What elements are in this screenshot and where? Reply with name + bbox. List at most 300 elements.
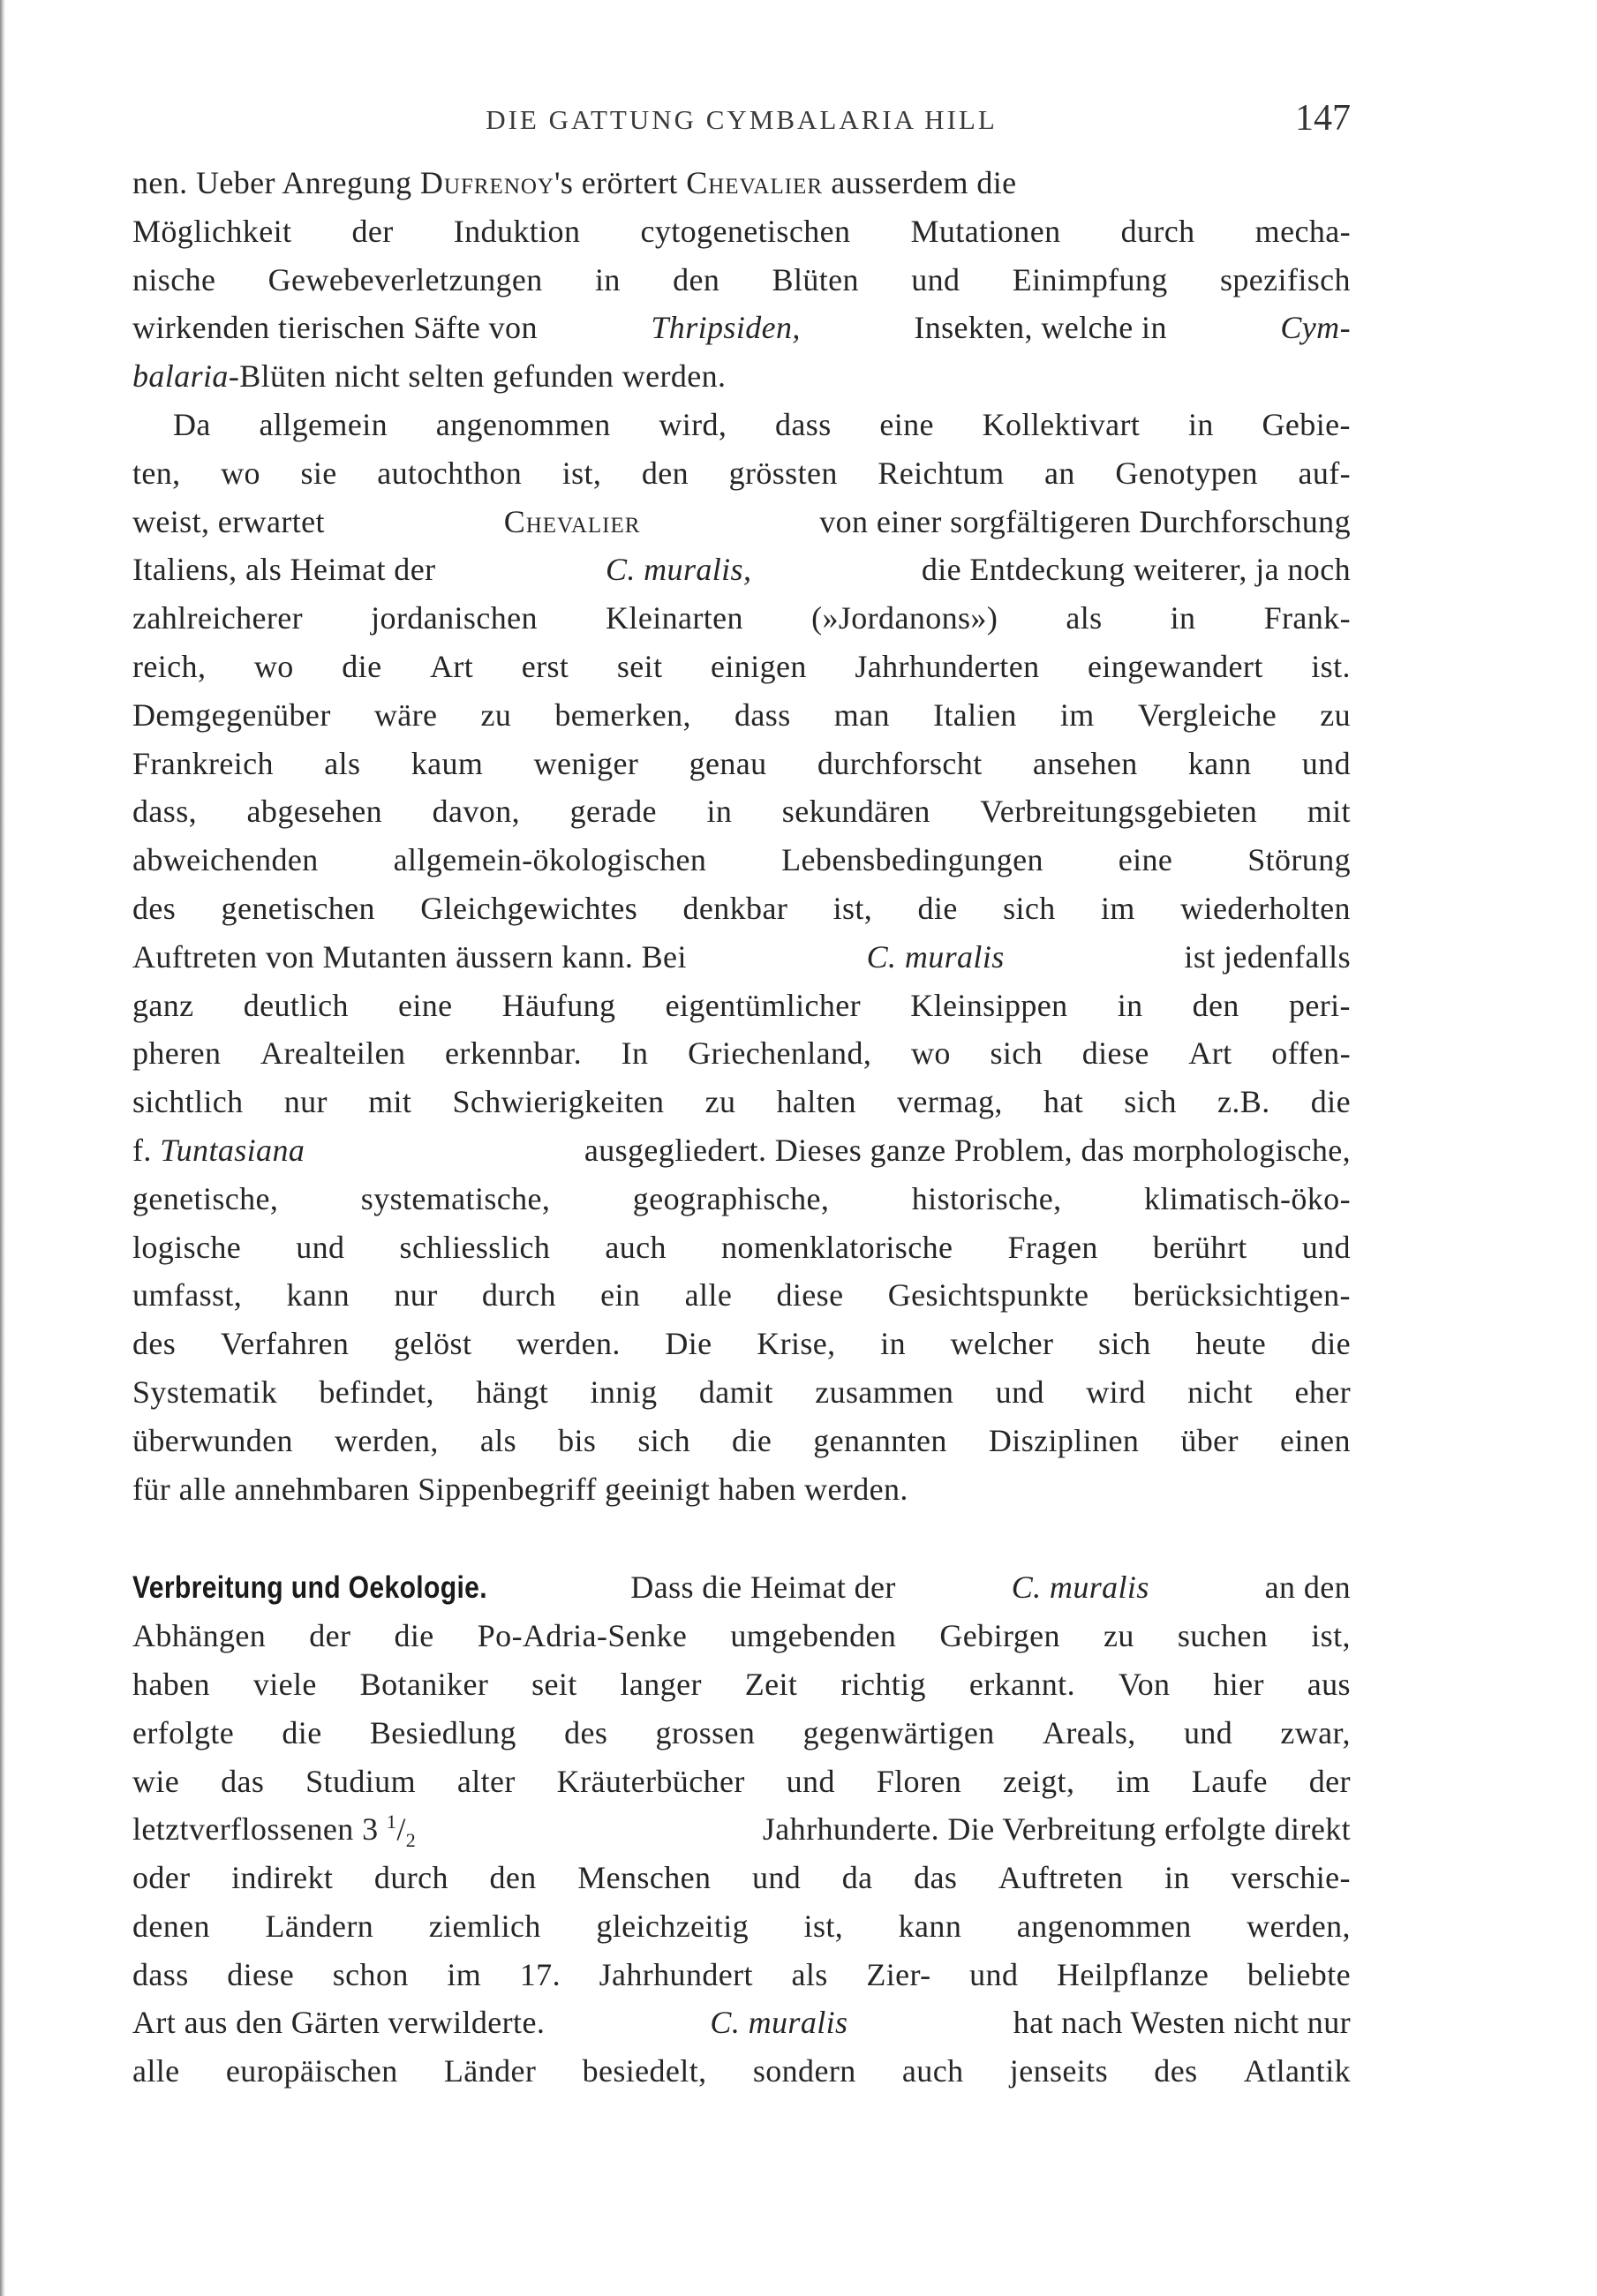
running-header <box>132 97 1351 150</box>
word: alter <box>456 1763 516 1799</box>
word: grossen <box>655 1714 756 1750</box>
taxon-name: C. muralis <box>866 938 1005 975</box>
word: nur <box>283 1084 328 1120</box>
word: den <box>641 455 689 491</box>
word: hängt <box>476 1374 549 1410</box>
word: europäischen <box>225 2053 398 2089</box>
word: genetische, <box>132 1180 279 1216</box>
text-line <box>132 1714 1351 1763</box>
word: z.B. <box>1217 1084 1270 1120</box>
word: dass <box>132 1956 189 1992</box>
word: zu <box>704 1084 736 1120</box>
word: Studium <box>305 1763 416 1799</box>
word: Jahrhundert <box>599 1956 753 1992</box>
text-line <box>132 1859 1351 1908</box>
text-line <box>132 745 1351 794</box>
word: als <box>791 1956 828 1992</box>
taxon-name: Tuntasiana <box>160 1132 305 1168</box>
text-run: wirkenden tierischen Säfte von <box>132 310 538 346</box>
text-line <box>132 1374 1351 1422</box>
word: Gewebeverletzungen <box>267 261 543 297</box>
word: sie <box>300 455 337 491</box>
word: in <box>1170 600 1196 636</box>
word: Griechenland, <box>688 1035 872 1072</box>
word: und <box>1301 1229 1351 1265</box>
word: Induktion <box>453 213 581 249</box>
word: Systematik <box>132 1374 277 1410</box>
taxon-name: C. muralis <box>710 2005 848 2041</box>
text-line <box>132 1180 1351 1229</box>
text-run: ist jedenfalls <box>1184 938 1351 975</box>
word: Zeit <box>744 1666 798 1702</box>
text-line <box>132 648 1351 696</box>
word: erst <box>521 648 569 684</box>
word: die <box>1310 1326 1351 1362</box>
word: verschie- <box>1231 1860 1351 1896</box>
word: sichtlich <box>132 1084 244 1120</box>
word: werden, <box>335 1422 439 1458</box>
text-line <box>132 1276 1351 1325</box>
word: an <box>1044 455 1075 491</box>
author-name: Chevalier <box>686 165 823 200</box>
word: bemerken, <box>554 696 691 733</box>
word: gegenwärtigen <box>802 1714 995 1750</box>
word: Krise, <box>757 1326 836 1362</box>
word: in <box>1164 1860 1190 1896</box>
word: den <box>673 261 720 297</box>
word: oder <box>132 1860 191 1896</box>
word: zeigt, <box>1002 1763 1075 1799</box>
word: autochthon <box>377 455 523 491</box>
word: sich <box>990 1035 1043 1072</box>
word: ganz <box>132 987 194 1023</box>
word: durch <box>481 1277 556 1314</box>
word: Art <box>430 648 474 684</box>
word: eine <box>879 406 934 442</box>
word: mit <box>1307 794 1351 830</box>
word: Verfahren <box>220 1326 350 1362</box>
word: zu <box>1103 1618 1134 1654</box>
word: Jahrhunderten <box>855 648 1040 684</box>
word: bis <box>558 1422 597 1458</box>
fraction-denominator: 2 <box>405 1829 417 1852</box>
word: Ländern <box>265 1908 374 1944</box>
text-line <box>132 1422 1351 1471</box>
text-line <box>132 1908 1351 1956</box>
word: einen <box>1279 1422 1351 1458</box>
text-run: von einer sorgfältigeren Durchforschung <box>819 503 1351 539</box>
word: ein <box>600 1277 641 1314</box>
word: schliesslich <box>399 1229 551 1265</box>
word: Frank- <box>1263 600 1351 636</box>
word: damit <box>698 1374 773 1410</box>
word: logische <box>132 1229 242 1265</box>
word: überwunden <box>132 1422 293 1458</box>
text-line <box>132 793 1351 841</box>
word: in <box>594 261 621 297</box>
word: wiederholten <box>1180 890 1351 926</box>
word: 17. <box>519 1956 561 1992</box>
word: allgemein <box>259 406 388 442</box>
word: einigen <box>711 648 807 684</box>
word: und <box>995 1374 1044 1410</box>
word: die <box>732 1422 772 1458</box>
word: ist, <box>832 890 873 926</box>
word: denkbar <box>682 890 788 926</box>
taxon-name: C. muralis, <box>605 552 752 588</box>
text-line <box>132 358 1351 406</box>
word: Demgegenüber <box>132 696 331 733</box>
word: seit <box>616 648 663 684</box>
scan-shadow-edge <box>0 0 5 2296</box>
word: wird, <box>659 406 727 442</box>
word: ist, <box>803 1908 844 1944</box>
word: sich <box>1098 1326 1151 1362</box>
word: Art <box>1188 1035 1232 1072</box>
word: ziemlich <box>428 1908 541 1944</box>
text-run: ausgegliedert. Dieses ganze Problem, das morphologische, <box>584 1132 1351 1168</box>
word: als <box>479 1422 517 1458</box>
word: Areals, <box>1042 1714 1136 1750</box>
word: Reichtum <box>878 455 1005 491</box>
word: ten, <box>132 455 181 491</box>
word: Po-Adria-Senke <box>477 1618 688 1654</box>
text-line <box>132 213 1351 261</box>
word: ist. <box>1311 648 1351 684</box>
word: auch <box>901 2053 964 2089</box>
text-line <box>132 1035 1351 1083</box>
text-line <box>132 164 1351 213</box>
word: Besiedlung <box>369 1714 516 1750</box>
text-line <box>132 551 1351 599</box>
word: als <box>324 745 361 781</box>
word: ist, <box>1311 1618 1351 1654</box>
word: alle <box>684 1277 733 1314</box>
word: Arealteilen <box>260 1035 406 1072</box>
word: grössten <box>728 455 838 491</box>
word: des <box>132 1326 177 1362</box>
word: Atlantik <box>1243 2053 1351 2089</box>
word: mit <box>368 1084 412 1120</box>
word: zu <box>480 696 512 733</box>
text-run: hat nach Westen nicht nur <box>1013 2005 1351 2041</box>
word: kann <box>286 1277 350 1314</box>
word: im <box>1101 890 1135 926</box>
word: nur <box>394 1277 438 1314</box>
word: Mutationen <box>910 213 1061 249</box>
word: Störung <box>1247 842 1351 878</box>
word: cytogenetischen <box>640 213 851 249</box>
word: umfasst, <box>132 1277 243 1314</box>
word: und <box>751 1860 802 1896</box>
taxon-name: balaria <box>132 358 229 395</box>
word: geographische, <box>632 1180 830 1216</box>
word: ansehen <box>1032 745 1138 781</box>
word: genannten <box>813 1422 947 1458</box>
word: denen <box>132 1908 210 1944</box>
word: Lebensbedingungen <box>781 842 1043 878</box>
word: berührt <box>1152 1229 1247 1265</box>
word: Italien <box>933 696 1017 733</box>
section-gap <box>132 1518 1351 1569</box>
word: das <box>221 1763 265 1799</box>
word: durch <box>373 1860 448 1896</box>
word: pheren <box>132 1035 222 1072</box>
word: Kleinarten <box>606 600 743 636</box>
word: deutlich <box>243 987 349 1023</box>
text-line <box>132 2004 1351 2052</box>
word: nomenklatorische <box>721 1229 953 1265</box>
word: weniger <box>533 745 639 781</box>
word: da <box>841 1860 873 1896</box>
word: wo <box>253 648 294 684</box>
word: als <box>1066 600 1103 636</box>
word: peri- <box>1288 987 1351 1023</box>
taxon-name: Thripsiden, <box>651 310 801 346</box>
text-run: Art aus den Gärten verwilderte. <box>132 2005 546 2041</box>
word: zusammen <box>815 1374 954 1410</box>
word: beliebte <box>1247 1956 1351 1992</box>
word: eigentümlicher <box>665 987 862 1023</box>
text-line <box>132 503 1351 552</box>
word: in <box>706 794 733 830</box>
word: spezifisch <box>1219 261 1351 297</box>
text-line <box>132 1083 1351 1132</box>
word: In <box>621 1035 649 1072</box>
word: sich <box>1124 1084 1177 1120</box>
word: haben <box>132 1666 210 1702</box>
word: Möglichkeit <box>132 213 292 249</box>
word: offen- <box>1271 1035 1351 1072</box>
word: Länder <box>443 2053 537 2089</box>
word: gerade <box>569 794 657 830</box>
word: innig <box>590 1374 658 1410</box>
word: mecha- <box>1254 213 1351 249</box>
word: richtig <box>840 1666 926 1702</box>
text-line: letztverflossenen 3 $^1/_2$ Jahrhunderte. Die Verbreitung erfolgte direkt <box>132 1810 1351 1852</box>
section-heading: Verbreitung und Oekologie. <box>132 1570 487 1606</box>
word: in <box>880 1326 907 1362</box>
text-run: f. <box>132 1132 152 1168</box>
word: genetischen <box>221 890 375 926</box>
word: Von <box>1118 1666 1171 1702</box>
author-name: Dufrenoy <box>419 165 554 200</box>
text-run: Insekten, welche in <box>914 310 1167 346</box>
word: im <box>1116 1763 1151 1799</box>
page-number: 147 <box>1295 98 1351 139</box>
word: dass <box>734 696 791 733</box>
text-line <box>132 938 1351 987</box>
word: Genotypen <box>1115 455 1258 491</box>
word: (»Jordanons») <box>811 600 998 636</box>
word: Kleinsippen <box>910 987 1068 1023</box>
word: Vergleiche <box>1137 696 1277 733</box>
word: über <box>1180 1422 1239 1458</box>
text-run: Auftreten von Mutanten äussern kann. Bei <box>132 938 687 975</box>
word: davon, <box>432 794 521 830</box>
word: den <box>489 1860 537 1896</box>
word: Zier- <box>866 1956 931 1992</box>
word: die <box>1310 1084 1351 1120</box>
word: Frankreich <box>132 745 274 781</box>
text-line <box>132 987 1351 1035</box>
word: Fragen <box>1007 1229 1098 1265</box>
word: klimatisch-öko- <box>1144 1180 1351 1216</box>
word: und <box>1183 1714 1233 1750</box>
word: wie <box>132 1763 180 1799</box>
word: seit <box>531 1666 577 1702</box>
word: diese <box>1081 1035 1149 1072</box>
text-line <box>132 1325 1351 1374</box>
word: werden. <box>516 1326 621 1362</box>
word: eine <box>397 987 453 1023</box>
word: werden, <box>1247 1908 1351 1944</box>
word: zu <box>1320 696 1351 733</box>
word: der <box>1308 1763 1351 1799</box>
word: man <box>833 696 890 733</box>
text-line <box>132 599 1351 648</box>
word: diese <box>776 1277 844 1314</box>
word: befindet, <box>319 1374 434 1410</box>
text-line <box>132 1956 1351 2005</box>
text-run: Jahrhunderte. Die Verbreitung erfolgte direkt <box>762 1811 1351 1848</box>
word: reich, <box>132 648 207 684</box>
word: Blüten <box>772 261 859 297</box>
text-run: Dass die Heimat der <box>630 1570 896 1606</box>
word: gelöst <box>393 1326 472 1362</box>
word: die <box>342 648 382 684</box>
word: Gebie- <box>1262 406 1351 442</box>
word: dass, <box>132 794 197 830</box>
text-line <box>132 890 1351 938</box>
text-run: -Blüten nicht selten gefunden werden. <box>228 358 727 395</box>
word: die <box>394 1618 434 1654</box>
word: erkannt. <box>968 1666 1075 1702</box>
word: erfolgte <box>132 1714 235 1750</box>
word: kann <box>898 1908 962 1944</box>
text-run: die Entdeckung weiterer, ja noch <box>921 552 1351 588</box>
word: vermag, <box>897 1084 1003 1120</box>
text-line <box>132 406 1351 455</box>
word: welcher <box>950 1326 1054 1362</box>
text-line <box>132 455 1351 503</box>
body-text <box>132 164 1351 2101</box>
text-run: nen. Ueber Anregung <box>132 165 412 200</box>
word: Disziplinen <box>988 1422 1140 1458</box>
word: der <box>351 213 394 249</box>
word: allgemein-ökologischen <box>393 842 707 878</box>
word: eher <box>1294 1374 1351 1410</box>
word: durchforscht <box>817 745 983 781</box>
word: den <box>1192 987 1239 1023</box>
word: angenommen <box>435 406 611 442</box>
word: indirekt <box>231 1860 334 1896</box>
word: kaum <box>411 745 484 781</box>
word: Einimpfung <box>1012 261 1168 297</box>
word: Schwierigkeiten <box>452 1084 665 1120</box>
text-run: 's erörtert <box>554 165 678 200</box>
text-line <box>132 696 1351 745</box>
text-line: für alle annehmbaren Sippenbegriff geeinigt haben werden. <box>132 1471 908 1507</box>
section-verbreitung <box>132 1569 1351 2101</box>
word: viele <box>252 1666 317 1702</box>
word: Botaniker <box>359 1666 489 1702</box>
text-line <box>132 1763 1351 1811</box>
text-line <box>132 1569 1351 1617</box>
word: gleichzeitig <box>596 1908 750 1944</box>
word: und <box>786 1763 835 1799</box>
word: des <box>1154 2053 1198 2089</box>
word: Gleichgewichtes <box>420 890 638 926</box>
word: genau <box>689 745 767 781</box>
word: heute <box>1195 1326 1267 1362</box>
word: abweichenden <box>132 842 319 878</box>
word: Da <box>173 406 211 442</box>
word: kann <box>1187 745 1252 781</box>
word: jenseits <box>1009 2053 1108 2089</box>
author-name: Chevalier <box>503 503 641 539</box>
word: im <box>1059 696 1095 733</box>
word: systematische, <box>360 1180 551 1216</box>
word: und <box>911 261 960 297</box>
word: besiedelt, <box>582 2053 707 2089</box>
word: in <box>1188 406 1214 442</box>
text-run: letztverflossenen 3 <box>132 1811 379 1848</box>
word: des <box>132 890 177 926</box>
word: nische <box>132 261 216 297</box>
word: des <box>564 1714 608 1750</box>
word: eingewandert <box>1088 648 1263 684</box>
paragraph-continuation <box>132 164 1351 406</box>
word: und <box>1301 745 1351 781</box>
fraction-numerator: 1 <box>386 1810 397 1833</box>
word: berücksichtigen- <box>1133 1277 1351 1314</box>
word: hier <box>1213 1666 1264 1702</box>
word: Kräuterbücher <box>556 1763 745 1799</box>
word: das <box>914 1860 958 1896</box>
paragraph <box>132 406 1351 1518</box>
text-run: weist, erwartet <box>132 503 325 539</box>
text-line <box>132 1617 1351 1666</box>
word: durch <box>1120 213 1195 249</box>
text-line <box>132 1666 1351 1714</box>
word: sich <box>1003 890 1056 926</box>
text-line <box>132 2052 1351 2101</box>
word: diese <box>227 1956 295 1992</box>
word: der <box>309 1618 351 1654</box>
text-line <box>132 1132 1351 1180</box>
word: zwar, <box>1280 1714 1351 1750</box>
word: Floren <box>876 1763 962 1799</box>
word: abgesehen <box>246 794 383 830</box>
word: Abhängen <box>132 1618 267 1654</box>
word: aus <box>1307 1666 1351 1702</box>
word: eine <box>1118 842 1173 878</box>
taxon-name: C. muralis <box>1011 1570 1149 1606</box>
word: Häufung <box>501 987 616 1023</box>
word: sondern <box>752 2053 856 2089</box>
word: in <box>1117 987 1143 1023</box>
text-line <box>132 841 1351 890</box>
word: halten <box>776 1084 856 1120</box>
word: die <box>282 1714 322 1750</box>
word: historische, <box>911 1180 1062 1216</box>
text-run: Italiens, als Heimat der <box>132 552 436 588</box>
word: zahlreicherer <box>132 600 304 636</box>
word: hat <box>1043 1084 1084 1120</box>
word: Menschen <box>577 1860 712 1896</box>
text-line <box>132 309 1351 358</box>
